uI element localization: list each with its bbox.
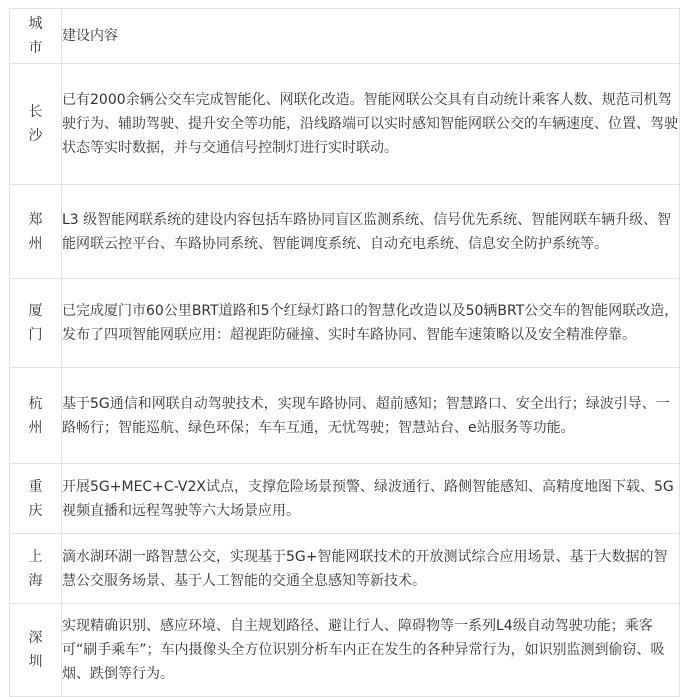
- city-char: 门: [28, 327, 43, 343]
- city-char: 重: [28, 478, 43, 495]
- table-row: [10, 185, 680, 279]
- city-char: 沙: [28, 128, 43, 144]
- city-char: 州: [28, 419, 43, 436]
- table-row: [10, 368, 680, 464]
- city-char: 海: [28, 572, 43, 589]
- city-char: 杭: [28, 395, 43, 412]
- table-row: [10, 64, 680, 185]
- header-city-cell: [10, 9, 62, 64]
- city-cell: [10, 604, 62, 697]
- table-row: [10, 279, 680, 368]
- content-cell: 滴水湖环湖一路智慧公交，实现基于5G+智能网联技术的开放测试综合应用场景、基于大数据的智慧公交服务场景、基于人工智能的交通全息感知等新技术。: [62, 534, 680, 604]
- city-construction-table: [9, 8, 680, 697]
- city-char: 上: [28, 548, 43, 565]
- header-city-char: 城: [28, 16, 43, 32]
- content-cell: 基于5G通信和网联自动驾驶技术，实现车路协同、超前感知；智慧路口、安全出行；绿波引导、一路畅行；智能巡航、绿色环保；车车互通，无忧驾驶；智慧站台、e站服务等功能。: [62, 368, 680, 464]
- header-content-cell: 建设内容: [62, 9, 680, 64]
- table-header-row: [10, 9, 680, 64]
- city-char: 厦: [28, 303, 43, 319]
- table-row: [10, 534, 680, 604]
- city-cell: [10, 64, 62, 185]
- table-row: [10, 604, 680, 697]
- city-char: 庆: [28, 502, 43, 519]
- content-cell: L3 级智能网联系统的建设内容包括车路协同盲区监测系统、信号优先系统、智能网联车辆升级、智能网联云控平台、车路协同系统、智能调度系统、自动充电系统、信息安全防护系统等。: [62, 185, 680, 279]
- city-char: 圳: [28, 654, 43, 670]
- content-cell: 开展5G+MEC+C-V2X试点，支撑危险场景预警、绿波通行、路侧智能感知、高精度地图下载、5G视频直播和远程驾驶等六大场景应用。: [62, 464, 680, 534]
- table-row: [10, 464, 680, 534]
- city-cell: [10, 185, 62, 279]
- content-cell: 已完成厦门市60公里BRT道路和5个红绿灯路口的智慧化改造以及50辆BRT公交车的智能网联改造，发布了四项智能网联应用：超视距防碰撞、实时车路协同、智能车速策略以及安全精准停靠。: [62, 279, 680, 368]
- city-cell: [10, 279, 62, 368]
- city-cell: [10, 534, 62, 604]
- city-char: 郑: [28, 211, 43, 228]
- content-cell: 实现精确识别、感应环境、自主规划路径、避让行人、障碍物等一系列L4级自动驾驶功能；乘客可“刷手乘车”；车内摄像头全方位识别分析车内正在发生的各种异常行为，如识别监测到偷窃、吸烟、跌倒等行为。: [62, 604, 680, 697]
- city-char: 州: [28, 235, 43, 252]
- city-cell: [10, 368, 62, 464]
- content-cell: 已有2000余辆公交车完成智能化、网联化改造。智能网联公交具有自动统计乘客人数、规范司机驾驶行为、辅助驾驶、提升安全等功能，沿线路端可以实时感知智能网联公交的车辆速度、位置、驾驶状态等实时数据，并与交通信号控制灯进行实时联动。: [62, 64, 680, 185]
- city-cell: [10, 464, 62, 534]
- city-char: 长: [28, 104, 43, 120]
- city-char: 深: [28, 630, 43, 646]
- header-city-char: 市: [28, 40, 43, 56]
